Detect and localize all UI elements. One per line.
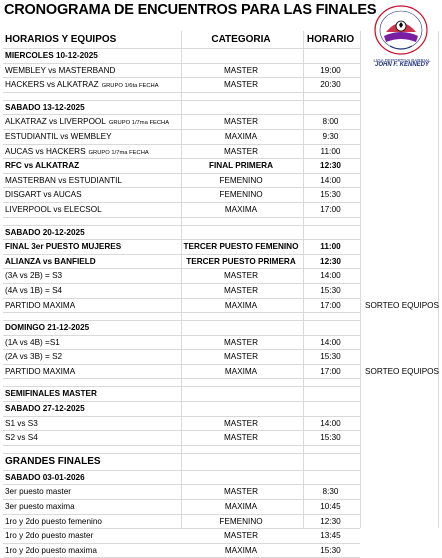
- date-row: [3, 101, 360, 116]
- match-time: 13:45: [320, 531, 341, 541]
- table-row: [3, 188, 360, 203]
- date-row: [3, 321, 360, 336]
- match-time: 17:00: [320, 204, 341, 214]
- match-category: MASTER: [223, 337, 259, 347]
- match-time: 15:30: [320, 352, 341, 362]
- table-row: [3, 255, 360, 270]
- match-teams: FINAL 3er PUESTO MUJERES: [5, 242, 122, 252]
- match-category: MASTER: [223, 146, 259, 156]
- grid-line: [360, 31, 361, 528]
- match-category: MAXIMA: [224, 131, 258, 141]
- table-row: [3, 64, 360, 79]
- match-time: 11:00: [320, 242, 341, 252]
- match-teams: DISGART vs AUCAS: [5, 190, 82, 200]
- table-row: [3, 485, 360, 500]
- match-time: 12:30: [320, 516, 341, 526]
- table-row: [3, 365, 440, 380]
- table-row: [3, 515, 360, 530]
- date-row: [3, 387, 360, 402]
- spacer-row: [3, 446, 360, 454]
- match-teams: AUCAS vs HACKERS: [5, 146, 86, 156]
- match-time: 15:30: [320, 545, 341, 555]
- section-label: SABADO 13-12-2025: [5, 102, 85, 112]
- section-label: MIERCOLES 10-12-2025: [5, 51, 98, 60]
- match-teams: 1ro y 2do puesto maxima: [5, 545, 97, 555]
- header-category: CATEGORIA: [211, 34, 271, 45]
- date-row: [3, 402, 360, 417]
- match-time: 17:00: [320, 300, 341, 310]
- match-category: FEMENINO: [219, 516, 263, 526]
- match-category: MASTER: [223, 65, 259, 75]
- match-category: MAXIMA: [224, 300, 258, 310]
- match-teams: RFC vs ALKATRAZ: [5, 161, 80, 171]
- table-row: [3, 500, 360, 515]
- section-label: SABADO 03-01-2026: [5, 472, 85, 482]
- match-category: MAXIMA: [224, 502, 258, 512]
- spacer-row: [3, 313, 360, 321]
- match-category: MASTER: [223, 285, 259, 295]
- match-teams: ESTUDIANTIL vs WEMBLEY: [5, 131, 112, 141]
- match-category: MASTER: [223, 487, 259, 497]
- section-label: DOMINGO 21-12-2025: [5, 323, 90, 333]
- match-time: 14:00: [320, 337, 341, 347]
- match-category: TERCER PUESTO PRIMERA: [186, 256, 296, 266]
- section-label: GRANDES FINALES: [5, 455, 101, 467]
- match-time: 12:30: [320, 256, 341, 266]
- match-teams: WEMBLEY vs MASTERBAND: [5, 65, 116, 75]
- section-label: SABADO 27-12-2025: [5, 404, 85, 414]
- table-row: [3, 269, 360, 284]
- table-row: [3, 431, 360, 446]
- match-category: MASTER: [223, 352, 259, 362]
- match-teams: 1ro y 2do puesto master: [5, 531, 94, 541]
- match-category: MAXIMA: [224, 545, 258, 555]
- table-row: [3, 299, 440, 314]
- match-category: FEMENINO: [219, 190, 263, 200]
- table-row: [3, 130, 360, 145]
- match-teams: S2 vs S4: [5, 433, 38, 443]
- header-time: HORARIO: [306, 34, 355, 45]
- table-row: [3, 115, 360, 130]
- section-label: SABADO 20-12-2025: [5, 227, 85, 237]
- match-teams: (4A vs 1B) = S4: [5, 285, 63, 295]
- date-row: [3, 226, 360, 241]
- match-teams: PARTIDO MAXIMA: [5, 300, 76, 310]
- match-time: 14:00: [320, 271, 341, 281]
- logo-league-text: LIGA DEPORTIVA BARRIAL: [373, 58, 431, 63]
- match-category: MASTER: [223, 117, 259, 127]
- match-time: 15:30: [320, 285, 341, 295]
- match-teams: 3er puesto master: [5, 487, 71, 497]
- match-time: 19:00: [320, 65, 341, 75]
- match-time: 8:30: [322, 487, 339, 497]
- match-teams: S1 vs S3: [5, 418, 38, 428]
- table-row: [3, 145, 360, 160]
- date-row: [3, 471, 360, 486]
- table-row: [3, 544, 360, 558]
- match-note: GRUPO 1/7ma FECHA: [108, 120, 170, 127]
- match-note: GRUPO 1/6ta FECHA: [101, 83, 159, 90]
- match-time: 15:30: [320, 190, 341, 200]
- match-extra: SORTEO EQUIPOS: [365, 366, 440, 376]
- match-teams: 3er puesto maxima: [5, 502, 75, 512]
- match-time: 11:00: [320, 146, 341, 156]
- match-category: MASTER: [223, 418, 259, 428]
- match-category: MASTER: [223, 271, 259, 281]
- match-category: MAXIMA: [224, 204, 258, 214]
- table-row: [3, 529, 360, 544]
- match-category: FEMENINO: [219, 175, 263, 185]
- logo-name-text: JOHN F. KENNEDY: [374, 62, 429, 68]
- match-time: 14:00: [320, 418, 341, 428]
- match-category: MASTER: [223, 531, 259, 541]
- match-category: MASTER: [223, 433, 259, 443]
- match-teams: (2A vs 3B) = S2: [5, 352, 63, 362]
- page-title: CRONOGRAMA DE ENCUENTROS PARA LAS FINALES: [4, 2, 377, 18]
- spacer-row: [3, 379, 360, 387]
- match-category: MAXIMA: [224, 366, 258, 376]
- table-row: [3, 159, 360, 174]
- match-time: 10:45: [320, 502, 341, 512]
- table-header-row: [3, 31, 360, 49]
- match-teams: 1ro y 2do puesto femenino: [5, 516, 102, 526]
- match-category: TERCER PUESTO FEMENINO: [183, 242, 299, 252]
- table-row: [3, 78, 360, 93]
- match-time: 9:30: [322, 131, 339, 141]
- match-teams: ALIANZA vs BANFIELD: [5, 256, 96, 266]
- table-row: [3, 417, 360, 432]
- match-time: 8:00: [322, 117, 339, 127]
- match-category: FINAL PRIMERA: [209, 161, 273, 171]
- match-teams: HACKERS vs ALKATRAZ: [5, 80, 99, 90]
- match-teams: LIVERPOOL vs ELECSOL: [5, 204, 102, 214]
- match-note: GRUPO 1/7ma FECHA: [88, 149, 149, 156]
- table-row: [3, 240, 360, 255]
- match-category: MASTER: [223, 80, 259, 90]
- match-time: 14:00: [320, 175, 341, 185]
- spacer-row: [3, 93, 360, 101]
- section-label: SEMIFINALES MASTER: [5, 389, 97, 399]
- section-heading: [3, 454, 360, 471]
- match-teams: ALKATRAZ vs LIVERPOOL: [5, 117, 106, 127]
- table-row: [3, 174, 360, 189]
- table-row: [3, 350, 360, 365]
- match-time: 17:00: [320, 366, 341, 376]
- match-teams: PARTIDO MAXIMA: [5, 366, 76, 376]
- league-crest-icon: [360, 2, 442, 60]
- table-row: [3, 203, 360, 218]
- match-teams: (1A vs 4B) =S1: [5, 337, 60, 347]
- match-teams: (3A vs 2B) = S3: [5, 271, 63, 281]
- match-time: 20:30: [320, 80, 341, 90]
- table-row: [3, 284, 360, 299]
- match-extra: SORTEO EQUIPOS: [365, 300, 440, 310]
- table-row: [3, 336, 360, 351]
- spacer-row: [3, 218, 360, 226]
- date-row: [3, 49, 360, 64]
- header-teams: HORARIOS Y EQUIPOS: [5, 34, 117, 45]
- match-teams: MASTERBAN vs ESTUDIANTIL: [5, 175, 122, 185]
- match-time: 12:30: [320, 161, 341, 171]
- match-time: 15:30: [320, 433, 341, 443]
- grid-line: [438, 31, 439, 528]
